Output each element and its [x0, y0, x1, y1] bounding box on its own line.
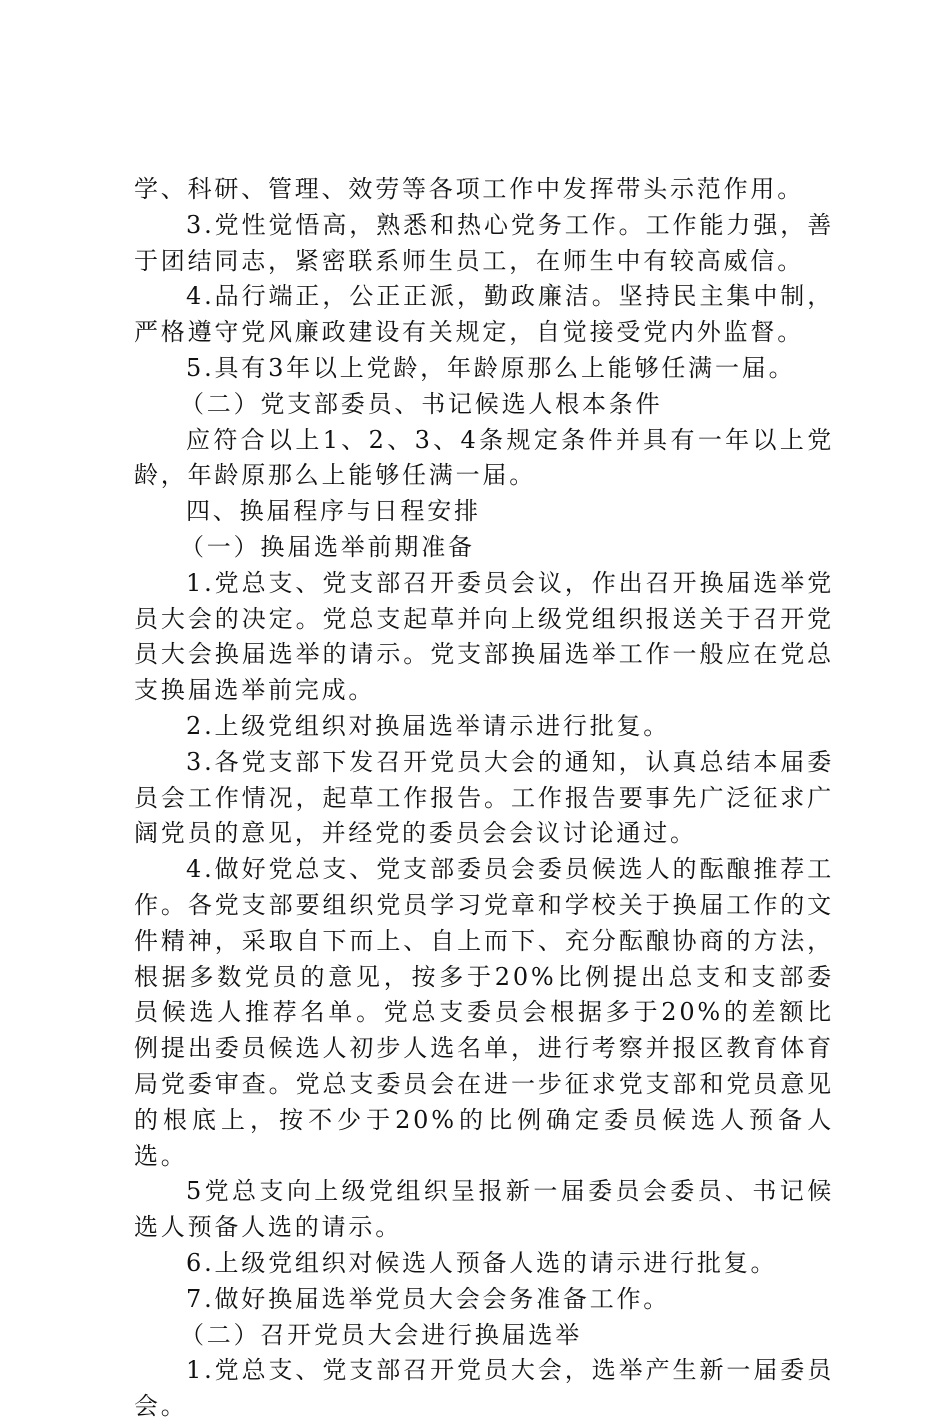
document-body	[134, 172, 834, 1425]
paragraph: 应符合以上1、2、3、4条规定条件并具有一年以上党龄，年龄原那么上能够任满一届。	[134, 425, 834, 490]
paragraph: 1.党总支、党支部召开委员会议，作出召开换届选举党员大会的决定。党总支起草并向上级党组织报送关于召开党员大会换届选举的请示。党支部换届选举工作一般应在党总支换届选举前完成。	[134, 568, 834, 705]
paragraph: 3.党性觉悟高，熟悉和热心党务工作。工作能力强，善于团结同志，紧密联系师生员工，在师生中有较高威信。	[134, 210, 834, 275]
paragraph: 5党总支向上级党组织呈报新一届委员会委员、书记候选人预备人选的请示。	[134, 1177, 834, 1242]
paragraph: 4.做好党总支、党支部委员会委员候选人的酝酿推荐工作。各党支部要组织党员学习党章和学校关于换届工作的文件精神，采取自下而上、自上而下、充分酝酿协商的方法，根据多数党员的意见，按多于20%比例提出总支和支部委员候选人推荐名单。党总支委员会根据多于20%的差额比例提出委员候选人初步人选名单，进行考察并报区教育体育局党委审查。党总支委员会在进一步征求党支部和党员意见的根底上，按不少于20%的比例确定委员候选人预备人选。	[134, 855, 834, 1170]
paragraph: 4.品行端正，公正正派，勤政廉洁。坚持民主集中制，严格遵守党风廉政建设有关规定，自觉接受党内外监督。	[134, 282, 834, 347]
paragraph: 7.做好换届选举党员大会会务准备工作。	[186, 1284, 671, 1313]
paragraph: 学、科研、管理、效劳等各项工作中发挥带头示范作用。	[134, 175, 804, 203]
section-heading: 四、换届程序与日程安排	[186, 497, 481, 526]
section-heading: （一）换届选举前期准备	[180, 532, 475, 561]
paragraph: 6.上级党组织对候选人预备人选的请示进行批复。	[186, 1248, 778, 1277]
section-heading: （二）召开党员大会进行换届选举	[180, 1320, 582, 1349]
paragraph: 2.上级党组织对换届选举请示进行批复。	[186, 711, 671, 740]
paragraph: 3.各党支部下发召开党员大会的通知，认真总结本届委员会工作情况，起草工作报告。工作报告要事先广泛征求广阔党员的意见，并经党的委员会会议讨论通过。	[134, 747, 834, 848]
paragraph: 1.党总支、党支部召开党员大会，选举产生新一届委员会。	[134, 1356, 834, 1421]
paragraph: 5.具有3年以上党龄，年龄原那么上能够任满一届。	[186, 353, 796, 382]
section-heading: （二）党支部委员、书记候选人根本条件	[180, 389, 663, 418]
